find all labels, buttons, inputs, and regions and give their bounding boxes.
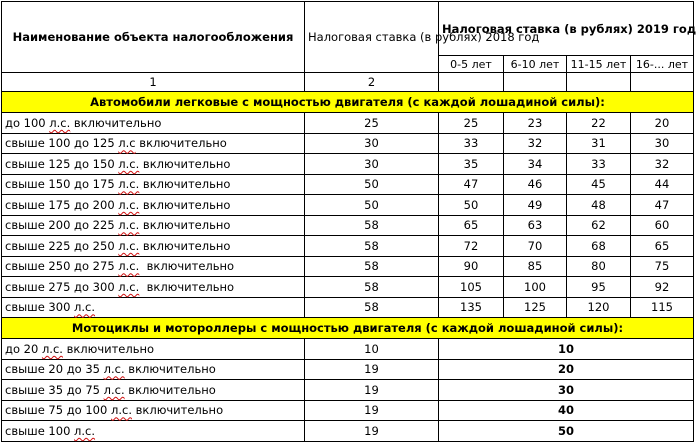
description-text: свыше 100 до 125: [5, 136, 119, 151]
description-text: свыше 275 до 300: [5, 279, 119, 294]
rate-2019-11-15: 22: [567, 113, 631, 134]
age-group-16-plus: 16-... лет: [631, 56, 694, 73]
table-row: [2, 421, 694, 442]
rate-2019-0-5: 50: [439, 195, 504, 216]
table-row: [2, 215, 694, 236]
rate-2019-11-15: 95: [567, 277, 631, 298]
table-row: [2, 359, 694, 380]
header-rate-2018: Налоговая ставка (в рублях) 2018 год: [305, 2, 439, 73]
rate-2019-0-5: 105: [439, 277, 504, 298]
rate-2019-16-plus: 65: [631, 236, 694, 257]
description-unit: л.с.: [118, 238, 140, 253]
rate-2019: 30: [439, 380, 694, 401]
rate-2018: 30: [305, 133, 439, 154]
object-description: [2, 421, 305, 442]
description-text: свыше 20 до 35: [5, 362, 104, 377]
description-text: свыше 200 до 225: [5, 218, 119, 233]
description-text: включительно: [131, 403, 224, 418]
object-description: [2, 339, 305, 360]
rate-2019-6-10: 63: [504, 215, 567, 236]
object-description: [2, 400, 305, 421]
column-number-empty: [439, 73, 504, 92]
column-number-row: [2, 73, 694, 92]
age-group-0-5: 0-5 лет: [439, 56, 504, 73]
rate-2019-11-15: 68: [567, 236, 631, 257]
rate-2019-16-plus: 44: [631, 174, 694, 195]
object-description: [2, 256, 305, 277]
table-row: [2, 174, 694, 195]
rate-2019-6-10: 85: [504, 256, 567, 277]
rate-2019-6-10: 23: [504, 113, 567, 134]
motorcycles-section-row: [2, 318, 694, 339]
table-row: [2, 277, 694, 298]
description-unit: л.с.: [103, 362, 125, 377]
object-description: [2, 359, 305, 380]
description-text: включительно: [139, 259, 235, 274]
rate-2018: 30: [305, 154, 439, 175]
rate-2018: 19: [305, 359, 439, 380]
rate-2019: 10: [439, 339, 694, 360]
rate-2019: 50: [439, 421, 694, 442]
column-number-empty: [567, 73, 631, 92]
description-text: включительно: [139, 238, 231, 253]
table-row: [2, 133, 694, 154]
rate-2019: 40: [439, 400, 694, 421]
description-text: включительно: [139, 279, 235, 294]
table-row: [2, 113, 694, 134]
rate-2019-0-5: 47: [439, 174, 504, 195]
description-text: свыше 175 до 200: [5, 197, 119, 212]
description-text: до 20: [5, 341, 42, 356]
description-text: свыше 35 до 75: [5, 382, 104, 397]
object-description: [2, 195, 305, 216]
rate-2018: 25: [305, 113, 439, 134]
table-row: [2, 339, 694, 360]
rate-2019-11-15: 62: [567, 215, 631, 236]
rate-2019-6-10: 32: [504, 133, 567, 154]
object-description: [2, 297, 305, 318]
rate-2019-11-15: 45: [567, 174, 631, 195]
description-unit: л.с.: [41, 341, 63, 356]
object-description: [2, 277, 305, 298]
object-description: [2, 174, 305, 195]
description-text: включительно: [124, 362, 216, 377]
table-row: [2, 297, 694, 318]
age-group-6-10: 6-10 лет: [504, 56, 567, 73]
header-rate-2019: Налоговая ставка (в рублях) 2019 год: [439, 2, 694, 56]
description-text: свыше 100: [5, 423, 75, 438]
rate-2019-6-10: 70: [504, 236, 567, 257]
motorcycles-section-title: Мотоциклы и мотороллеры с мощностью двигателя (с каждой лошадиной силы):: [2, 318, 694, 339]
table-row: [2, 195, 694, 216]
object-description: [2, 133, 305, 154]
rate-2019-0-5: 72: [439, 236, 504, 257]
rate-2019-16-plus: 32: [631, 154, 694, 175]
rate-2019-16-plus: 60: [631, 215, 694, 236]
rate-2019-16-plus: 20: [631, 113, 694, 134]
object-description: [2, 380, 305, 401]
rate-2019-6-10: 100: [504, 277, 567, 298]
description-unit: л.с.: [118, 156, 140, 171]
description-unit: л.с: [118, 136, 136, 151]
rate-2019-6-10: 49: [504, 195, 567, 216]
description-unit: л.с.: [118, 218, 140, 233]
rate-2019-11-15: 120: [567, 297, 631, 318]
description-unit: л.с.: [118, 279, 140, 294]
rate-2018: 19: [305, 380, 439, 401]
rate-2018: 50: [305, 195, 439, 216]
description-text: свыше 225 до 250: [5, 238, 119, 253]
rate-2019-6-10: 125: [504, 297, 567, 318]
description-text: включительно: [135, 136, 227, 151]
table-row: [2, 256, 694, 277]
rate-2019-16-plus: 47: [631, 195, 694, 216]
cars-section-title: Автомобили легковые с мощностью двигателя (с каждой лошадиной силы):: [2, 92, 694, 113]
column-number-empty: [631, 73, 694, 92]
description-unit: л.с.: [103, 382, 125, 397]
rate-2019-0-5: 25: [439, 113, 504, 134]
description-unit: л.с.: [118, 197, 140, 212]
object-description: [2, 215, 305, 236]
rate-2018: 58: [305, 277, 439, 298]
object-description: [2, 113, 305, 134]
table-row: [2, 236, 694, 257]
rate-2019-16-plus: 30: [631, 133, 694, 154]
rate-2019-0-5: 33: [439, 133, 504, 154]
column-number-empty: [504, 73, 567, 92]
rate-2019-11-15: 33: [567, 154, 631, 175]
rate-2019-0-5: 90: [439, 256, 504, 277]
description-text: включительно: [139, 156, 231, 171]
rate-2018: 19: [305, 421, 439, 442]
table-row: [2, 380, 694, 401]
description-text: свыше 75 до 100: [5, 403, 111, 418]
rate-2018: 10: [305, 339, 439, 360]
header-row: [2, 2, 694, 56]
description-text: свыше 300: [5, 300, 75, 315]
object-description: [2, 154, 305, 175]
description-text: включительно: [62, 341, 155, 356]
rate-2019-0-5: 35: [439, 154, 504, 175]
rate-2018: 58: [305, 297, 439, 318]
rate-2019-11-15: 80: [567, 256, 631, 277]
description-text: до 100: [5, 115, 50, 130]
description-unit: л.с.: [74, 423, 96, 438]
rate-2019-11-15: 31: [567, 133, 631, 154]
column-number-2: 2: [305, 73, 439, 92]
rate-2019-0-5: 65: [439, 215, 504, 236]
description-unit: л.с.: [118, 259, 140, 274]
description-unit: л.с.: [118, 177, 140, 192]
description-text: включительно: [139, 177, 231, 192]
rate-2019-0-5: 135: [439, 297, 504, 318]
table-row: [2, 400, 694, 421]
description-text: включительно: [139, 218, 231, 233]
rate-2018: 58: [305, 256, 439, 277]
description-text: включительно: [124, 382, 216, 397]
rate-2019-16-plus: 92: [631, 277, 694, 298]
rate-2018: 19: [305, 400, 439, 421]
object-description: [2, 236, 305, 257]
rate-2019-6-10: 34: [504, 154, 567, 175]
description-unit: л.с.: [49, 115, 71, 130]
rate-2019-6-10: 46: [504, 174, 567, 195]
rate-2018: 58: [305, 236, 439, 257]
column-number-1: 1: [2, 73, 305, 92]
rate-2018: 58: [305, 215, 439, 236]
tax-rates-table: [1, 1, 697, 442]
rate-2019-16-plus: 75: [631, 256, 694, 277]
description-text: свыше 150 до 175: [5, 177, 119, 192]
rate-2019: 20: [439, 359, 694, 380]
rate-2018: 50: [305, 174, 439, 195]
description-text: свыше 125 до 150: [5, 156, 119, 171]
description-unit: л.с.: [74, 300, 96, 315]
description-text: включительно: [139, 197, 231, 212]
rate-2019-16-plus: 115: [631, 297, 694, 318]
cars-section-row: [2, 92, 694, 113]
header-object-name: Наименование объекта налогообложения: [2, 2, 305, 73]
table-row: [2, 154, 694, 175]
description-text: свыше 250 до 275: [5, 259, 119, 274]
age-group-11-15: 11-15 лет: [567, 56, 631, 73]
rate-2019-11-15: 48: [567, 195, 631, 216]
description-unit: л.с.: [110, 403, 132, 418]
description-text: включительно: [70, 115, 162, 130]
